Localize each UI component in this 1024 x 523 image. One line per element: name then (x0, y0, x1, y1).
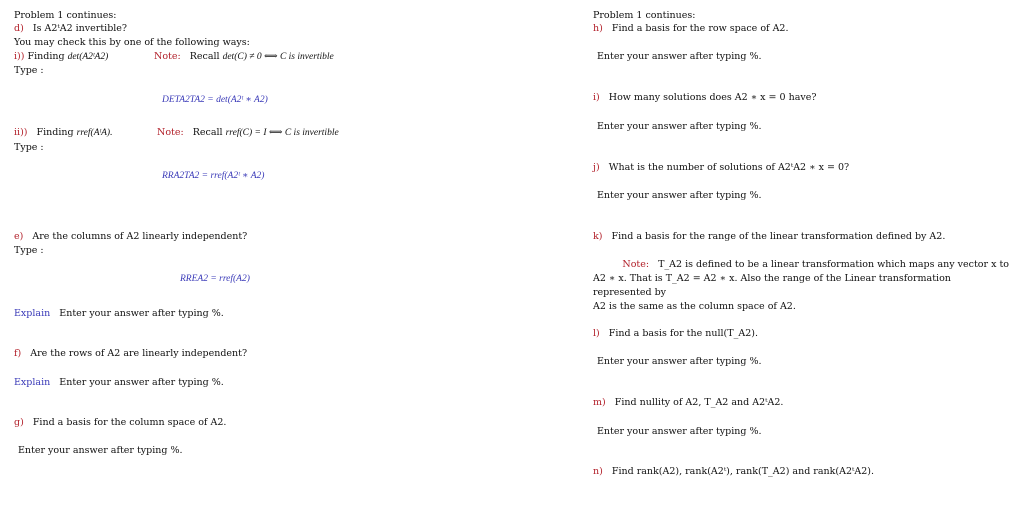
method-i-note-label: Note: (154, 51, 181, 62)
question-l (593, 329, 758, 340)
type-label-3: Type : (14, 245, 44, 256)
question-i-text: How many solutions does A2 ∗ x = 0 have? (608, 92, 817, 103)
question-j-answer: Enter your answer after typing %. (597, 190, 762, 201)
question-e-text: Are the columns of A2 linearly independent? (32, 231, 248, 242)
question-k-text: Find a basis for the range of the linear transformation defined by A2. (611, 231, 946, 242)
note-line-1-text: T_A2 is defined to be a linear transformation which maps any vector x to (658, 259, 1009, 270)
question-d (14, 24, 127, 35)
method-i-note-expr: det(C) ≠ 0 ⟺ C is invertible (222, 52, 334, 62)
note-block (593, 258, 1009, 314)
method-ii-note-label: Note: (157, 127, 184, 138)
method-i-label: i)) (14, 51, 25, 62)
method-ii-note-text: Recall (192, 127, 223, 138)
note-line-2: A2 ∗ x. That is T_A2 = A2 ∗ x. Also the range of the Linear transformation represented by (593, 273, 951, 298)
question-d-label: d) (14, 23, 24, 34)
question-g-label: g) (14, 417, 24, 428)
question-l-label: l) (593, 328, 600, 339)
explain-1-label: Explain (14, 308, 51, 319)
method-ii-text: Finding (36, 127, 74, 138)
method-ii-expr: rref(AᵗA). (76, 128, 113, 138)
question-e-label: e) (14, 231, 24, 242)
question-f-text: Are the rows of A2 are linearly independent? (30, 348, 248, 359)
question-j-label: j) (593, 162, 600, 173)
question-k-label: k) (593, 231, 603, 242)
question-h-answer: Enter your answer after typing %. (597, 51, 762, 62)
rre-formula: RREA2 = rref(A2) (180, 274, 250, 284)
question-g (14, 418, 226, 429)
question-l-answer: Enter your answer after typing %. (597, 356, 762, 367)
method-ii (14, 128, 112, 139)
question-k (593, 232, 945, 243)
question-f-label: f) (14, 348, 22, 359)
method-ii-label: ii)) (14, 127, 28, 138)
explain-2-text: Enter your answer after typing %. (59, 377, 224, 388)
question-m-label: m) (593, 397, 606, 408)
question-m (593, 398, 783, 409)
question-f (14, 349, 247, 360)
question-m-text: Find nullity of A2, T_A2 and A2ᵗA2. (614, 397, 784, 408)
explain-1-text: Enter your answer after typing %. (59, 308, 224, 319)
question-g-text: Find a basis for the column space of A2. (32, 417, 227, 428)
rref-formula: RRA2TA2 = rref(A2ᵗ ∗ A2) (162, 171, 265, 181)
method-i-note (154, 52, 334, 63)
question-j (593, 163, 849, 174)
method-i-expr: det(A2ᵗA2) (67, 52, 109, 62)
explain-2-label: Explain (14, 377, 51, 388)
question-j-text: What is the number of solutions of A2ᵗA2 ∗ x = 0? (608, 162, 850, 173)
note-label: Note: (622, 259, 650, 270)
note-line-3: A2 is the same as the column space of A2. (593, 301, 796, 312)
method-i-note-text: Recall (189, 51, 220, 62)
note-line-1 (593, 258, 1009, 272)
method-ii-note-expr: rref(C) = I ⟺ C is invertible (225, 128, 339, 138)
question-d-text: Is A2ᵗA2 invertible? (32, 23, 128, 34)
type-label-2: Type : (14, 142, 44, 153)
question-g-answer: Enter your answer after typing %. (18, 445, 183, 456)
explain-2 (14, 378, 224, 389)
right-title: Problem 1 continues: (593, 10, 696, 21)
question-n-text: Find rank(A2), rank(A2ᵗ), rank(T_A2) and rank(A2ᵗA2). (611, 466, 874, 477)
question-i-answer: Enter your answer after typing %. (597, 121, 762, 132)
question-i-label: i) (593, 92, 600, 103)
question-e (14, 232, 247, 243)
left-title: Problem 1 continues: (14, 10, 117, 21)
method-i (14, 52, 108, 63)
question-h (593, 24, 789, 35)
question-i (593, 93, 816, 104)
question-h-label: h) (593, 23, 603, 34)
type-label-1: Type : (14, 65, 44, 76)
question-n-label: n) (593, 466, 603, 477)
method-ii-note (157, 128, 339, 139)
method-i-text: Finding (27, 51, 65, 62)
explain-1 (14, 309, 224, 320)
question-n (593, 467, 874, 478)
question-h-text: Find a basis for the row space of A2. (611, 23, 789, 34)
question-m-answer: Enter your answer after typing %. (597, 426, 762, 437)
check-instructions: You may check this by one of the following ways: (14, 37, 250, 48)
det-formula: DETA2TA2 = det(A2ᵗ ∗ A2) (162, 95, 268, 105)
question-l-text: Find a basis for the null(T_A2). (608, 328, 758, 339)
